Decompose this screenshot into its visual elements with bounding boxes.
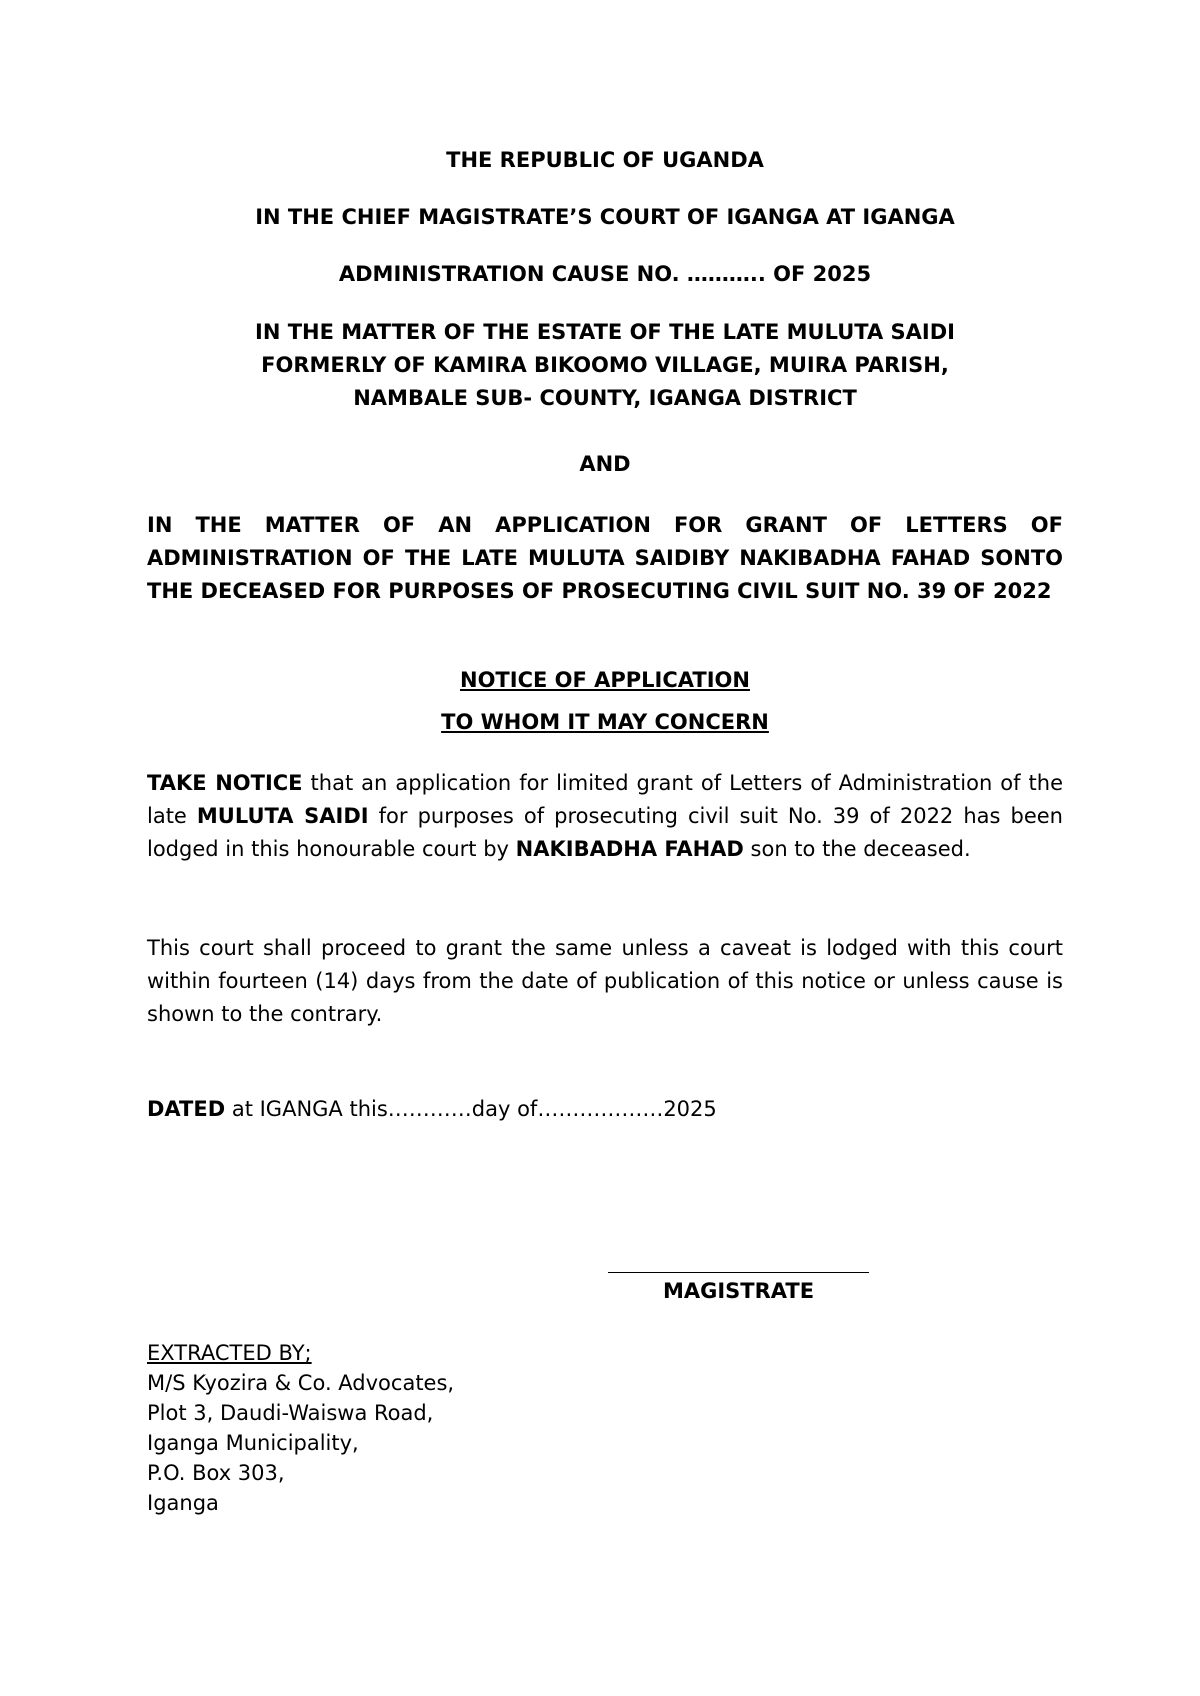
estate-line: IN THE MATTER OF THE ESTATE OF THE LATE MULUTA SAIDI	[255, 320, 955, 344]
address-line: Plot 3, Daudi-Waiswa Road,	[147, 1401, 434, 1425]
extracted-by-block	[147, 1338, 454, 1518]
magistrate-label: MAGISTRATE	[662, 1279, 815, 1303]
address-line: M/S Kyozira & Co. Advocates,	[147, 1371, 455, 1395]
notice-paragraph-1	[147, 767, 1063, 866]
address-line: Iganga Municipality,	[147, 1431, 359, 1455]
bold-text: MULUTA SAIDI	[196, 804, 369, 828]
text: son to the deceased.	[743, 837, 971, 861]
cause-number: ADMINISTRATION CAUSE NO. ……….. OF 2025	[338, 262, 872, 286]
notice-title: NOTICE OF APPLICATION	[460, 668, 750, 692]
extracted-by-label: EXTRACTED BY;	[147, 1341, 312, 1365]
republic-heading: THE REPUBLIC OF UGANDA	[446, 148, 764, 172]
bold-text: NAKIBADHA FAHAD	[515, 837, 744, 861]
address-line: P.O. Box 303,	[147, 1461, 285, 1485]
and-heading: AND	[579, 452, 631, 476]
dated-text: at IGANGA this…………day of………………2025	[225, 1097, 717, 1121]
dated-label: DATED	[147, 1097, 226, 1121]
signature-line	[608, 1272, 869, 1273]
text: that an application for limited grant of Letters of Administration of the late	[147, 771, 1063, 828]
notice-addressee: TO WHOM IT MAY CONCERN	[441, 710, 769, 734]
bold-text: TAKE NOTICE	[147, 771, 303, 795]
estate-line: NAMBALE SUB- COUNTY, IGANGA DISTRICT	[353, 386, 857, 410]
text: for purposes of prosecuting civil suit No. 39 of 2022 has been lodged in this honourable court by	[147, 804, 1063, 861]
application-matter: IN THE MATTER OF AN APPLICATION FOR GRANT OF LETTERS OF ADMINISTRATION OF THE LATE MULUTA SAIDIBY NAKIBADHA FAHAD SONTO THE DECEASED FOR PURPOSES OF PROSECUTING CIVIL SUIT NO. 39 OF 2022	[147, 513, 1063, 603]
dated-line	[147, 1093, 1063, 1126]
estate-matter	[147, 316, 1063, 415]
court-heading: IN THE CHIEF MAGISTRATE’S COURT OF IGANGA AT IGANGA	[255, 205, 955, 229]
notice-paragraph-2: This court shall proceed to grant the same unless a caveat is lodged with this court within fourteen (14) days from the date of publication of this notice or unless cause is shown to the contrary.	[147, 936, 1063, 1026]
address-line: Iganga	[147, 1491, 219, 1515]
estate-line: FORMERLY OF KAMIRA BIKOOMO VILLAGE, MUIRA PARISH,	[261, 353, 949, 377]
